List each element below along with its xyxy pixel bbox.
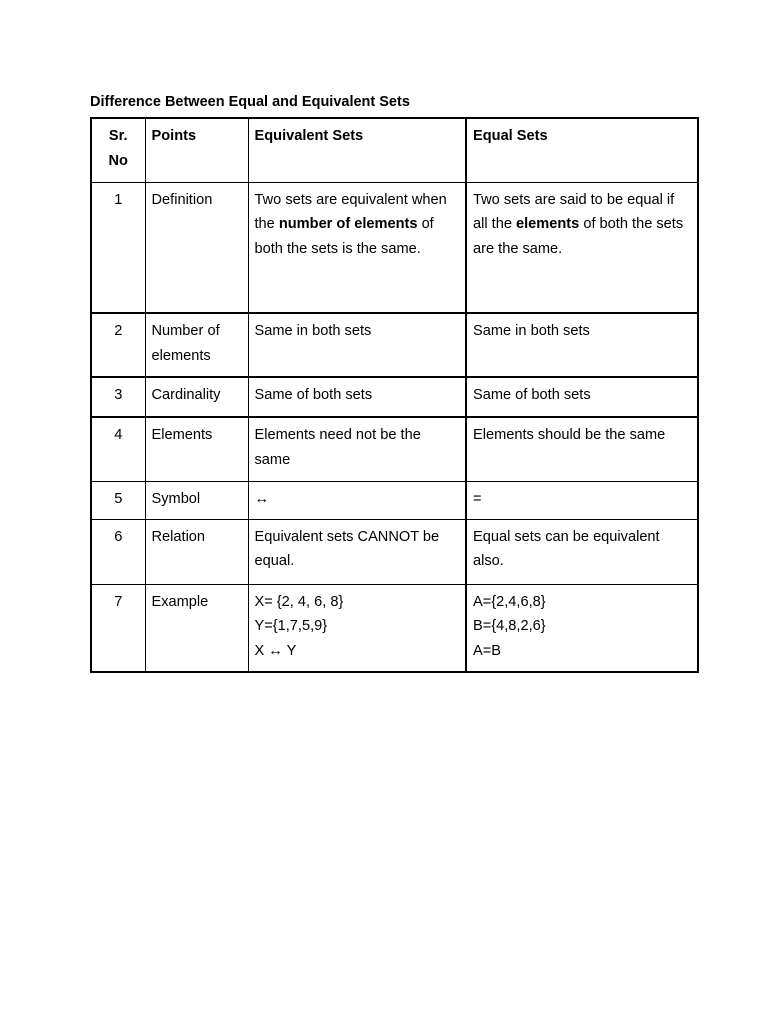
table-row bbox=[91, 377, 698, 417]
header-points: Points bbox=[145, 118, 248, 182]
header-equivalent-sets: Equivalent Sets bbox=[248, 118, 466, 182]
row-equivalent: Two sets are equivalent when the number of elements of both the sets is the same. bbox=[248, 182, 466, 313]
row-number: 3 bbox=[91, 377, 145, 417]
table-row bbox=[91, 313, 698, 377]
row-equivalent: Same in both sets bbox=[248, 313, 466, 377]
row-number: 7 bbox=[91, 584, 145, 672]
table-row bbox=[91, 519, 698, 584]
table-row bbox=[91, 182, 698, 313]
example-line: B={4,8,2,6} bbox=[473, 618, 546, 634]
row-equal bbox=[466, 584, 698, 672]
row-equal: Two sets are said to be equal if all the elements of both the sets are the same. bbox=[466, 182, 698, 313]
example-line: Y={1,7,5,9} bbox=[254, 618, 328, 634]
row-equal: Elements should be the same bbox=[466, 417, 698, 481]
table-row bbox=[91, 417, 698, 481]
header-equal-sets: Equal Sets bbox=[466, 118, 698, 182]
example-line: A={2,4,6,8} bbox=[473, 593, 546, 610]
row-number: 2 bbox=[91, 313, 145, 377]
row-equivalent: Same of both sets bbox=[248, 377, 466, 417]
table-row bbox=[91, 584, 698, 672]
example-line: X= {2, 4, 6, 8} bbox=[254, 593, 344, 610]
row-equal: Same in both sets bbox=[466, 313, 698, 377]
row-number: 5 bbox=[91, 481, 145, 519]
row-point: Definition bbox=[145, 182, 248, 313]
row-number: 1 bbox=[91, 182, 145, 313]
row-point: Number of elements bbox=[145, 313, 248, 377]
row-equivalent: Elements need not be the same bbox=[248, 417, 466, 481]
example-line: X ↔ Y bbox=[254, 642, 297, 659]
table-header-row bbox=[91, 118, 698, 182]
row-equivalent: ↔ bbox=[248, 481, 466, 519]
comparison-table bbox=[90, 117, 699, 673]
row-number: 6 bbox=[91, 519, 145, 584]
row-equivalent bbox=[248, 584, 466, 672]
row-point: Elements bbox=[145, 417, 248, 481]
row-point: Cardinality bbox=[145, 377, 248, 417]
row-point: Symbol bbox=[145, 481, 248, 519]
row-equivalent: Equivalent sets CANNOT be equal. bbox=[248, 519, 466, 584]
row-equal: Same of both sets bbox=[466, 377, 698, 417]
row-equal: Equal sets can be equivalent also. bbox=[466, 519, 698, 584]
row-number: 4 bbox=[91, 417, 145, 481]
row-point: Relation bbox=[145, 519, 248, 584]
row-equal: = bbox=[466, 481, 698, 519]
example-line: A=B bbox=[473, 642, 501, 659]
row-point: Example bbox=[145, 584, 248, 672]
table-row bbox=[91, 481, 698, 519]
page-title: Difference Between Equal and Equivalent Sets bbox=[90, 94, 410, 110]
header-sr-no: Sr. No bbox=[91, 118, 145, 182]
